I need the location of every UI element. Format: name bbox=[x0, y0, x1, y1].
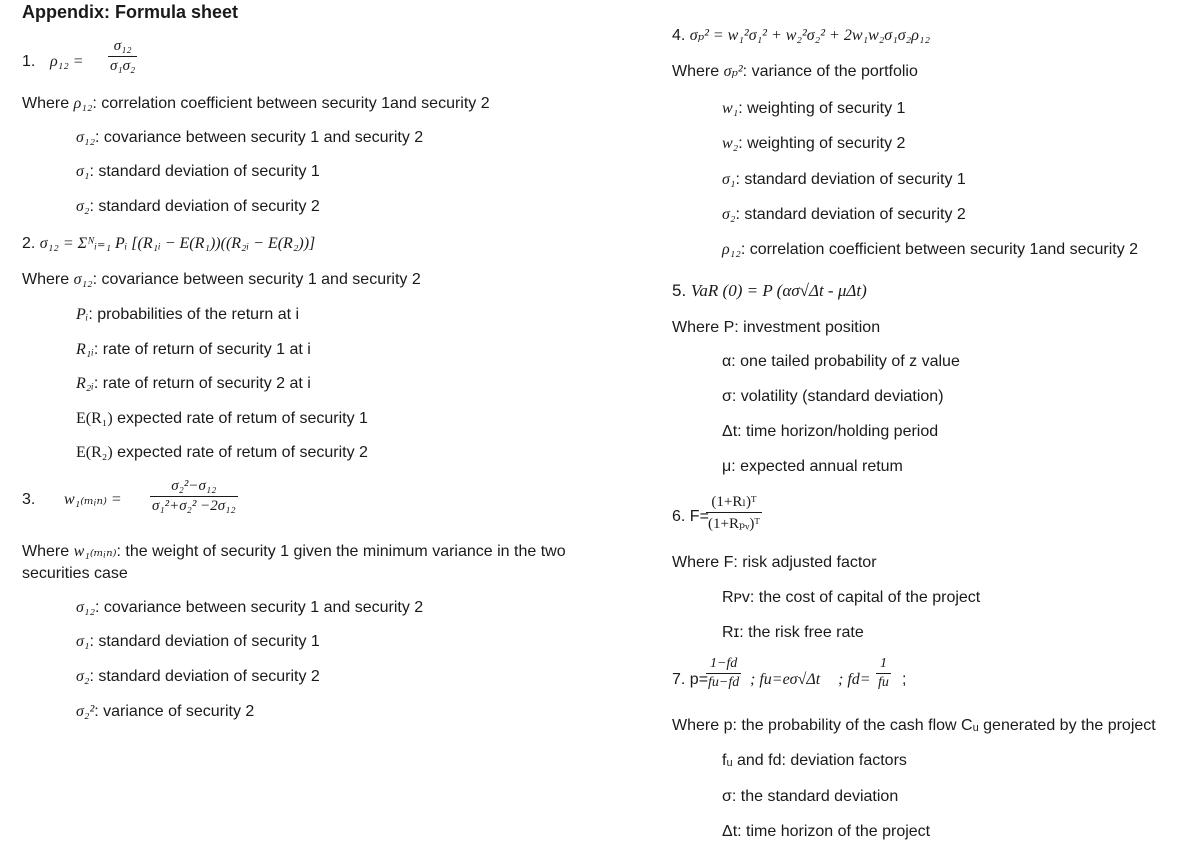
def-symbol: w₁₍ₘᵢₙ₎ bbox=[73, 543, 117, 560]
page-title: Appendix: Formula sheet bbox=[22, 2, 239, 22]
formula-4-def bbox=[722, 240, 1138, 259]
formula-7-def: Δt: time horizon of the project bbox=[722, 823, 931, 840]
def-text: : variance of security 2 bbox=[94, 703, 255, 720]
def-symbol: E(R₂) bbox=[76, 444, 113, 461]
formula-4-where-line bbox=[672, 62, 918, 81]
def-symbol: ρ₁₂ bbox=[73, 95, 93, 112]
def-text: expected rate of retum of security 1 bbox=[112, 410, 368, 427]
def-text: : correlation coefficient between security 1and security 2 bbox=[92, 95, 490, 112]
formula-4-def bbox=[722, 170, 966, 189]
formula-5-def: Δt: time horizon/holding period bbox=[722, 423, 939, 440]
formula-2-expression: σ₁₂ = Σᴺᵢ₌₁ Pᵢ [(R₁ᵢ − E(R₁))((R₂ᵢ − E(R₂))] bbox=[39, 235, 316, 252]
formula-5-def: α: one tailed probability of z value bbox=[722, 353, 960, 370]
formula-1-number: 1. bbox=[22, 53, 36, 70]
formula-3-where-line bbox=[22, 542, 566, 561]
formula-1-numerator: σ₁₂ bbox=[108, 38, 137, 57]
formula-4-expression: σₚ² = w₁²σ₁² + w₂²σ₂² + 2w₁w₂σ₁σ₂ρ₁₂ bbox=[689, 27, 931, 44]
def-text: : standard deviation of security 2 bbox=[735, 206, 966, 223]
formula-6-fraction bbox=[706, 492, 762, 533]
def-text: : covariance between security 1 and security 2 bbox=[95, 129, 424, 146]
def-text: : standard deviation of security 2 bbox=[89, 668, 320, 685]
def-symbol: w₂ bbox=[722, 135, 739, 152]
def-symbol: σ₁ bbox=[722, 171, 736, 188]
formula-3-fraction bbox=[150, 478, 238, 515]
def-symbol: ρ₁₂ bbox=[722, 241, 741, 258]
formula-1-lhs: ρ₁₂ = bbox=[50, 53, 84, 70]
formula-1-where-line bbox=[22, 94, 490, 113]
def-text: : weighting of security 2 bbox=[738, 135, 906, 152]
formula-5-number: 5. bbox=[672, 281, 687, 300]
def-text: : correlation coefficient between security 1and security 2 bbox=[740, 241, 1139, 258]
def-symbol: σ₁₂ bbox=[76, 129, 96, 146]
formula-2-def bbox=[76, 374, 311, 393]
formula-6-def: Rɪ: the risk free rate bbox=[722, 624, 864, 641]
formula-4-number: 4. bbox=[672, 27, 686, 44]
def-text: : covariance between security 1 and security 2 bbox=[95, 599, 424, 616]
formula-7-def: fᵤ and fd: deviation factors bbox=[722, 752, 907, 769]
formula-1-fraction bbox=[108, 38, 137, 75]
formula-3-def bbox=[76, 598, 423, 617]
formula-1-def bbox=[76, 197, 320, 216]
formula-5-def: μ: expected annual retum bbox=[722, 458, 903, 475]
formula-7-tail: ; bbox=[902, 671, 907, 688]
formula-7-fu-expression: ; fu=eσ√Δt bbox=[750, 671, 821, 688]
formula-7-p-fraction bbox=[706, 656, 741, 691]
formula-6-denominator: (1+Rₚᵥ)ᵀ bbox=[708, 516, 760, 532]
formula-7-fd-expression: ; fd= bbox=[838, 671, 871, 688]
formula-5-where-line: Where P: investment position bbox=[672, 319, 881, 336]
def-symbol: σ₁₂ bbox=[76, 599, 96, 616]
def-symbol: Pᵢ bbox=[76, 306, 89, 323]
formula-5-line bbox=[672, 281, 867, 301]
formula-7-fd-denominator: fu bbox=[878, 675, 889, 690]
def-symbol: σ₁ bbox=[76, 163, 90, 180]
def-symbol: σ₁₂ bbox=[73, 271, 93, 288]
def-text: : standard deviation of security 1 bbox=[89, 633, 320, 650]
formula-3-where-continued: securities case bbox=[22, 565, 128, 582]
formula-3-lhs: w₁₍ₘᵢₙ₎ = bbox=[64, 491, 122, 508]
formula-2-def bbox=[76, 305, 299, 324]
def-text: : standard deviation of security 2 bbox=[89, 198, 320, 215]
def-symbol: σₚ² bbox=[723, 63, 743, 80]
formula-7-where-line: Where p: the probability of the cash flow Cᵤ generated by the project bbox=[672, 717, 1156, 734]
formula-1-def bbox=[76, 162, 320, 181]
formula-1-denominator: σ₁σ₂ bbox=[110, 58, 136, 74]
def-symbol: σ₁ bbox=[76, 633, 90, 650]
formula-7-p-denominator: fu−fd bbox=[708, 675, 740, 690]
formula-2-line bbox=[22, 234, 315, 253]
formula-3-def bbox=[76, 702, 254, 721]
formula-7-fd-fraction bbox=[876, 656, 891, 691]
def-text: : variance of the portfolio bbox=[742, 63, 918, 80]
formula-2-def bbox=[76, 409, 368, 428]
formula-4-def bbox=[722, 134, 905, 153]
formula-4-def bbox=[722, 99, 905, 118]
formula-3-denominator: σ₁²+σ₂² −2σ₁₂ bbox=[152, 498, 236, 514]
formula-3-number: 3. bbox=[22, 491, 36, 508]
def-text: : the weight of security 1 given the minimum variance in the two bbox=[116, 543, 566, 560]
where-label: Where bbox=[22, 543, 70, 560]
formula-5-expression: VaR (0) = P (ασ√Δt - μΔt) bbox=[690, 281, 867, 300]
def-text: : rate of return of security 2 at i bbox=[93, 375, 311, 392]
formula-6-numerator: (1+Rₗ)ᵀ bbox=[706, 492, 762, 513]
formula-6-number: 6. F= bbox=[672, 508, 709, 525]
formula-3-numerator: σ₂²−σ₁₂ bbox=[150, 478, 238, 497]
formula-3-def bbox=[76, 632, 320, 651]
formula-6-where-line: Where F: risk adjusted factor bbox=[672, 554, 877, 571]
def-text: : weighting of security 1 bbox=[738, 100, 906, 117]
def-symbol: σ₂ bbox=[76, 198, 90, 215]
def-symbol: w₁ bbox=[722, 100, 739, 117]
where-label: Where bbox=[672, 63, 720, 80]
formula-2-def bbox=[76, 443, 368, 462]
formula-2-def bbox=[76, 340, 311, 359]
where-label: Where bbox=[22, 271, 70, 288]
formula-7-p-numerator: 1−fd bbox=[706, 656, 741, 674]
def-text: : rate of return of security 1 at i bbox=[93, 341, 311, 358]
def-text: expected rate of retum of security 2 bbox=[112, 444, 368, 461]
formula-2-where-line bbox=[22, 270, 421, 289]
def-text: : probabilities of the return at i bbox=[88, 306, 300, 323]
def-text: : standard deviation of security 1 bbox=[735, 171, 966, 188]
formula-4-def bbox=[722, 205, 966, 224]
def-text: : standard deviation of security 1 bbox=[89, 163, 320, 180]
formula-4-line bbox=[672, 26, 930, 45]
formula-7-def: σ: the standard deviation bbox=[722, 788, 899, 805]
def-symbol: σ₂ bbox=[76, 668, 90, 685]
formula-3-def bbox=[76, 667, 320, 686]
formula-7-number: 7. p= bbox=[672, 671, 709, 688]
def-symbol: R₂ᵢ bbox=[76, 375, 94, 392]
where-label: Where bbox=[22, 95, 70, 112]
formula-1-def bbox=[76, 128, 423, 147]
formula-7-fd-numerator: 1 bbox=[876, 656, 891, 674]
def-symbol: σ₂ bbox=[722, 206, 736, 223]
def-symbol: R₁ᵢ bbox=[76, 341, 94, 358]
def-text: : covariance between security 1 and security 2 bbox=[92, 271, 421, 288]
formula-6-def: Rᴘᴠ: the cost of capital of the project bbox=[722, 589, 981, 606]
formula-2-number: 2. bbox=[22, 235, 36, 252]
def-symbol: σ₂² bbox=[76, 703, 95, 720]
formula-5-def: σ: volatility (standard deviation) bbox=[722, 388, 944, 405]
def-symbol: E(R₁) bbox=[76, 410, 113, 427]
